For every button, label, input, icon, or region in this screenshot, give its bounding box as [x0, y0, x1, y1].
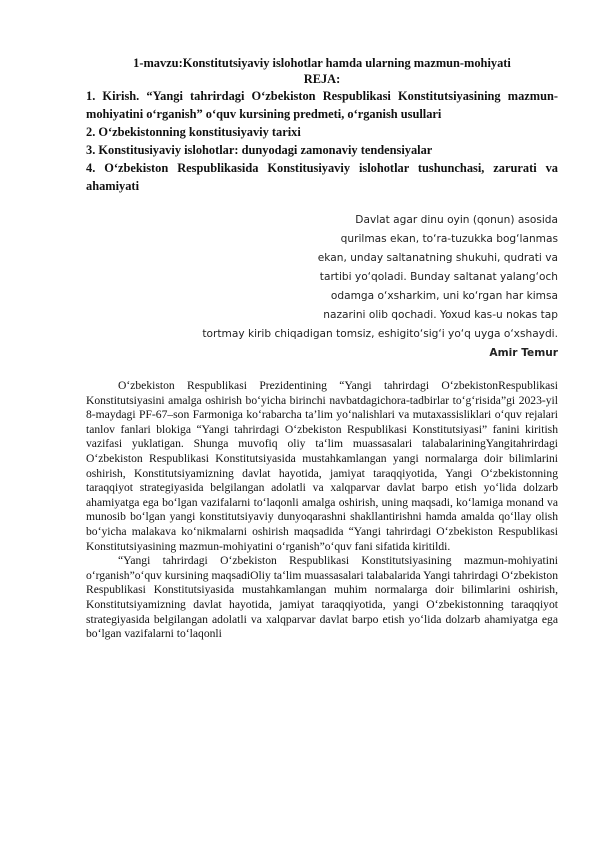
topic-title: 1-mavzu:Konstitutsiyaviy islohotlar hamda ularning mazmun-mohiyati	[133, 56, 511, 70]
plan-item: 3. Konstitusiyaviy islohotlar: dunyodagi zamonaviy tendensiyalar	[86, 143, 433, 157]
paragraph: “Yangi tahrirdagi O‘zbekiston Respublikasi Konstitutsiyasining mazmun-mohiyatini o‘rganish”o‘quv kursining maqsadiOliy ta‘lim muassasalari talabalarida Yangi tahrirdagi O‘zbekiston Respublikasi Konstitutsiyasida mustahkamlangan muhim normalarga doir bilimlarini oshirish, Konstitutsiyamizning davlat hayotida, jamiyat taraqqiyotida, yangi O‘zbekistonning taraqqiyot strategiyasida belgilangan adolatli va xalqparvar davlat barpo etish yo‘lida dolzarb ahamiyatga ega bo‘lgan vazifalarni to‘laqonli	[86, 554, 558, 641]
plan-heading: REJA:	[303, 72, 341, 86]
paragraph: O‘zbekiston Respublikasi Prezidentining “Yangi tahrirdagi O‘zbekistonRespublikasi Konstitutsiyasini amalga oshirish bo‘yicha birinchi navbatdagichora-tadbirlar to‘g‘risida”gi 2023-yil 8-maydagi PF-67–son Farmoniga ko‘rabarcha ta’lim yo‘nalishlari va mutaxassisliklari o‘quv rejalari tanlov fanlari blokiga “Yangi tahrirdagi O‘zbekiston Respublikasi Konstitutsiyasi” fanini kiritish vazifasi yuklatigan. Shunga muvofiq oliy ta‘lim muassasalari talabalariningYangitahrirdagi O‘zbekiston Respublikasi Konstitutsiyasida mustahkamlangan yangi normalarga doir bilimlarini oshirish, Konstitutsiyamizning davlat hayotida, jamiyat taraqqiyotida, Yangi O‘zbekistonning taraqqiyot strategiyasida belgilangan adolatli va xalqparvar davlat barpo etish yo‘lida dolzarb ahamiyatga ega bo‘lgan vazifalarni to‘laqonli amalga oshirish, uning maqsadi, ko‘lamiga monand va munosib bo‘lgan yangi konstitutsiyaviy dunyoqarashni shakllantirishni hamda amalda qo‘llay olish bo‘yicha malakava ko‘nikmalarni oshirish maqsadida “Yangi tahrirdagi O‘zbekiston Respublikasi Konstitutsiyasining mazmun-mohiyatini o‘rganish”o‘quv fani sifatida kiritildi.	[86, 379, 558, 553]
body-text	[86, 379, 558, 642]
epigraph-line: Davlat agar dinu oyin (qonun) asosida	[355, 214, 558, 226]
epigraph-line: qurilmas ekan, to‘ra-tuzukka bog‘lanmas	[340, 233, 558, 245]
epigraph-line: tartibi yo‘qoladi. Bunday saltanat yalang‘och	[319, 271, 558, 283]
plan-item: 4. O‘zbekiston Respublikasida Konstitusiyaviy islohotlar tushunchasi, zarurati va ahamiyati	[86, 161, 558, 193]
plan-list	[86, 87, 558, 195]
page-content	[86, 55, 558, 642]
plan-item: 2. O‘zbekistonning konstitusiyaviy tarixi	[86, 125, 301, 139]
epigraph-author: Amir Temur	[489, 347, 558, 359]
epigraph	[166, 211, 558, 363]
plan-item: 1. Kirish. “Yangi tahrirdagi O‘zbekiston Respublikasi Konstitutsiyasining mazmun-mohiyatini o‘rganish” o‘quv kursining predmeti, o‘rganish usullari	[86, 89, 558, 121]
epigraph-line: odamga o‘xsharkim, uni ko‘rgan har kimsa	[330, 290, 558, 302]
epigraph-line: ekan, unday saltanatning shukuhi, qudrati va	[317, 252, 558, 264]
epigraph-line: nazarini olib qochadi. Yoxud kas-u nokas tap	[323, 309, 558, 321]
epigraph-line: tortmay kirib chiqadigan tomsiz, eshigito‘sig‘i yo‘q uyga o‘xshaydi.	[202, 328, 558, 340]
